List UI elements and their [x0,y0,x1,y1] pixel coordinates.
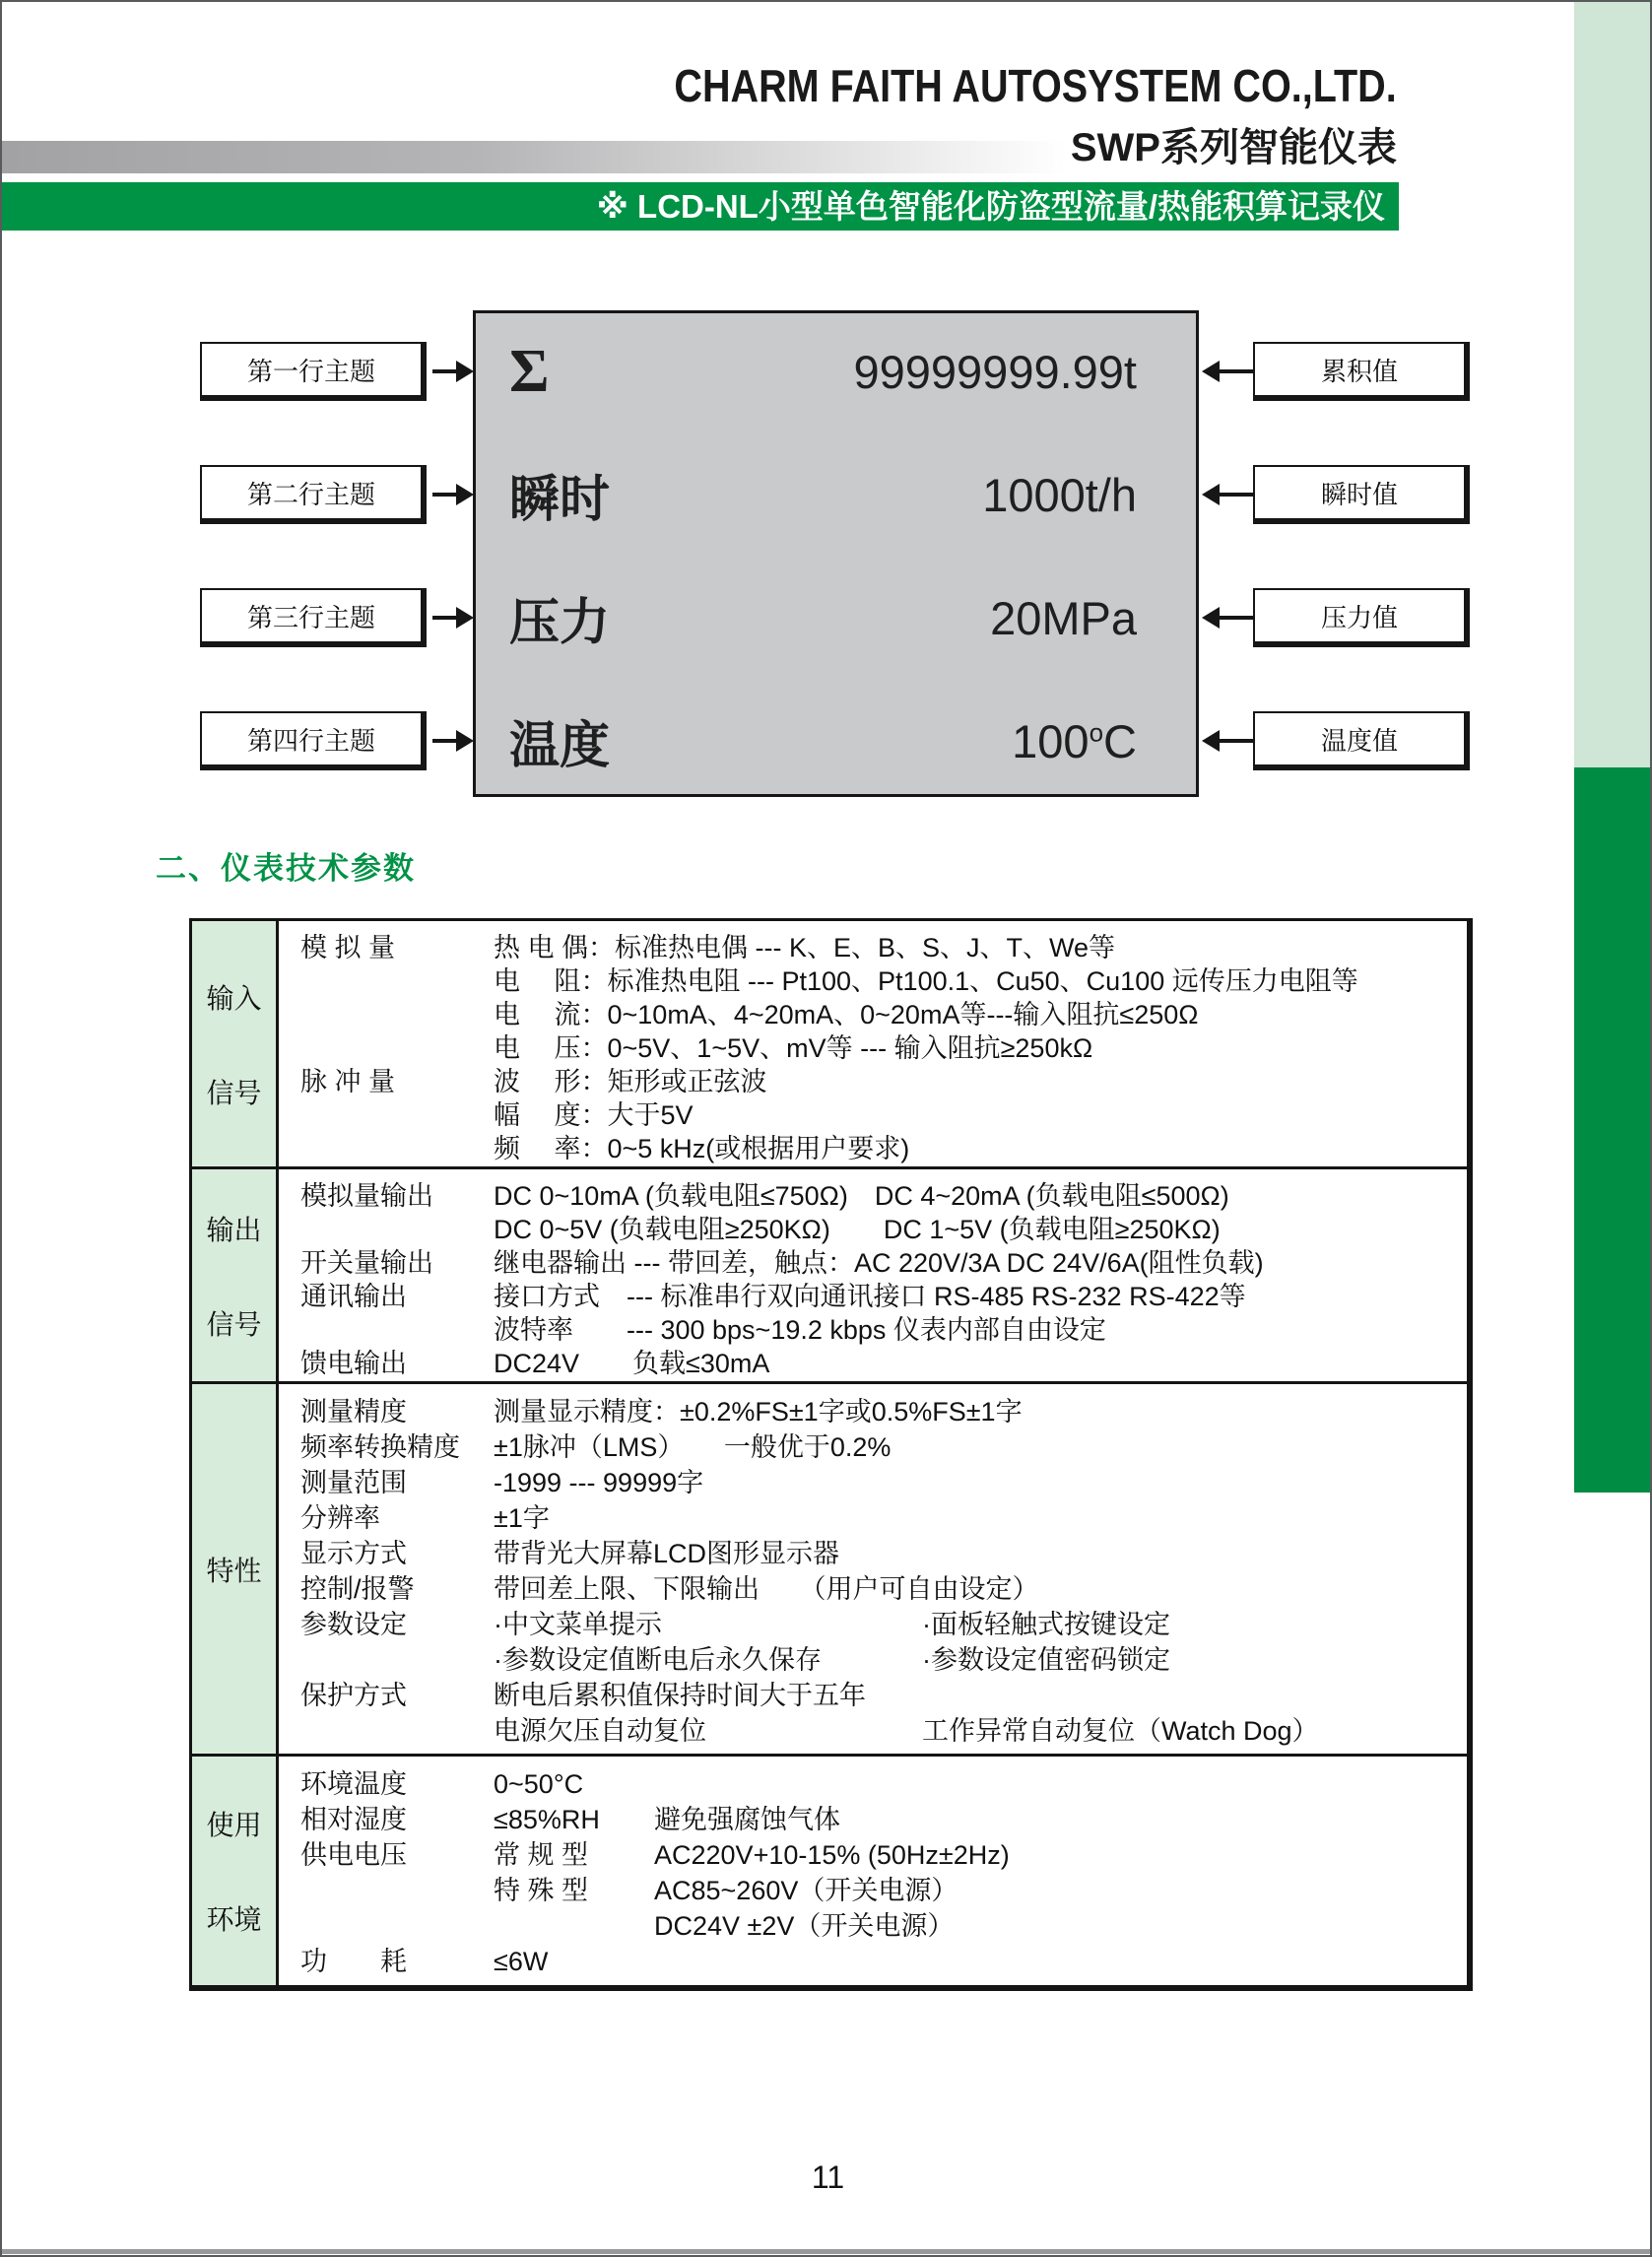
table-row: 功 耗 ≤6W [300,1947,549,1976]
callout-line1-topic [200,342,427,401]
table-row: 参数设定 ·中文菜单提示 ·面板轻触式按键设定 [300,1610,1170,1639]
spec-table [189,918,1473,1991]
company-name: CHARM FAITH AUTOSYSTEM CO.,LTD. [674,60,1397,111]
group-environment [192,1757,1467,1985]
group-label-line: 信号 [206,1308,262,1340]
callout-line3-topic [200,588,427,647]
sigma-symbol: Σ [509,337,550,405]
lcd-label-4: 温度 [509,717,611,773]
table-row: 通讯输出 接口方式 --- 标准串行双向通讯接口 RS-485 RS-232 RS-422等 [300,1282,1246,1311]
table-row: 控制/报警 带回差上限、下限输出 （用户可自由设定） [300,1574,1039,1604]
series-title: SWP系列智能仪表 [1070,126,1397,169]
table-row: 测量精度 测量显示精度：±0.2%FS±1字或0.5%FS±1字 [300,1397,1023,1427]
table-row: 电 压：0~5V、1~5V、mV等 --- 输入阻抗≥250kΩ [494,1033,1093,1063]
arrow-line [432,493,458,497]
product-banner: ※ LCD-NL小型单色智能化防盗型流量/热能积算记录仪 [2,182,1399,231]
arrow-line [1218,739,1253,743]
callout-total-value [1253,342,1470,401]
table-row: 保护方式 断电后累积值保持时间大于五年 [300,1681,866,1710]
callout-temperature-value [1253,711,1470,770]
table-row: 电源欠压自动复位 工作异常自动复位（Watch Dog） [494,1716,1319,1746]
lcd-value-1: 99999999.99t [853,345,1137,398]
lcd-row-4 [476,704,1196,777]
lcd-display-panel [473,310,1199,797]
table-row: 测量范围 -1999 --- 99999字 [300,1468,704,1497]
arrow-right-icon [456,484,474,505]
table-row: 相对湿度 ≤85%RH 避免强腐蚀气体 [300,1805,840,1834]
page-number: 11 [811,2159,845,2195]
table-row: 供电电压 常 规 型 AC220V+10-15% (50Hz±2Hz) [300,1840,1010,1870]
table-row: 电 阻：标准热电阻 --- Pt100、Pt100.1、Cu50、Cu100 远传压力电阻等 [494,966,1358,996]
arrow-right-icon [456,361,474,382]
group-label-output-signal [192,1169,279,1381]
table-row: ·参数设定值断电后永久保存 ·参数设定值密码锁定 [494,1645,1170,1675]
table-row: 环境温度 0~50°C [300,1769,584,1799]
lcd-label-2: 瞬时 [509,471,611,527]
table-row: 模拟量输出 DC 0~10mA (负载电阻≤750Ω) DC 4~20mA (负载电阻≤500Ω) [300,1181,1229,1211]
table-row: 幅 度：大于5V [494,1100,694,1130]
table-row: 脉 冲 量 波 形：矩形或正弦波 [300,1067,767,1096]
callout-label: 累积值 [1320,356,1398,386]
sidebar-dark-green-block [1574,767,1652,1493]
section-title: 二、仪表技术参数 [156,851,416,886]
arrow-right-icon [456,730,474,752]
arrow-line [432,616,458,620]
lcd-value-3: 20MPa [990,591,1137,644]
group-label-features [192,1384,279,1754]
lcd-label-3: 压力 [509,594,611,650]
group-body [279,1384,1467,1754]
table-row: 馈电输出 DC24V 负载≤30mA [300,1349,770,1378]
group-label-environment [192,1757,279,1985]
lcd-value-2: 1000t/h [982,468,1137,521]
group-label-line: 特性 [206,1555,262,1586]
group-label-line: 输出 [206,1214,262,1245]
callout-pressure-value [1253,588,1470,647]
callout-label: 温度值 [1320,725,1398,756]
arrow-line [432,739,458,743]
header-gradient-bar [2,141,1066,173]
group-body [279,1757,1467,1985]
group-label-input-signal [192,921,279,1166]
group-label-line: 使用 [206,1810,262,1840]
table-row: 开关量输出 继电器输出 --- 带回差，触点：AC 220V/3A DC 24V/6A(阻性负载) [300,1248,1264,1278]
group-label-line: 输入 [206,982,262,1014]
callout-instant-value [1253,465,1470,524]
callout-label: 第四行主题 [246,725,375,756]
callout-label: 压力值 [1320,602,1398,632]
group-body [279,1169,1467,1381]
lcd-row-1 [476,335,1196,408]
table-row: 显示方式 带背光大屏幕LCD图形显示器 [300,1539,840,1568]
group-input-signal [192,921,1467,1169]
arrow-right-icon [456,607,474,629]
table-row: 电 流：0~10mA、4~20mA、0~20mA等---输入阻抗≤250Ω [494,1000,1199,1029]
bottom-rule [2,2249,1652,2254]
callout-label: 第一行主题 [246,356,375,386]
group-body [279,921,1467,1166]
group-label-line: 信号 [206,1077,262,1108]
callout-line4-topic [200,711,427,770]
arrow-line [1218,369,1253,373]
sidebar-light-green-block [1574,2,1652,767]
callout-line2-topic [200,465,427,524]
callout-label: 瞬时值 [1320,479,1398,509]
table-row: 特 殊 型 AC85~260V（开关电源） [494,1876,958,1905]
table-row: 频率转换精度 ±1脉冲（LMS） 一般优于0.2% [300,1432,892,1462]
lcd-row-2 [476,458,1196,531]
table-row: 波特率 --- 300 bps~19.2 kbps 仪表内部自由设定 [494,1315,1106,1345]
table-row: DC 0~5V (负载电阻≥250KΩ) DC 1~5V (负载电阻≥250KΩ) [494,1215,1221,1244]
arrow-line [1218,493,1253,497]
callout-label: 第二行主题 [246,479,375,509]
lcd-value-4: 100$^o$C [1012,714,1137,767]
callout-label: 第三行主题 [246,602,375,632]
table-row: 频 率：0~5 kHz(或根据用户要求) [494,1134,910,1163]
group-label-line: 环境 [206,1904,262,1935]
group-features [192,1384,1467,1757]
table-row: 分辨率 ±1字 [300,1503,550,1533]
table-row: DC24V ±2V（开关电源） [654,1911,955,1941]
arrow-line [432,369,458,373]
arrow-line [1218,616,1253,620]
group-output-signal [192,1169,1467,1384]
table-row: 模 拟 量 热 电 偶：标准热电偶 --- K、E、B、S、J、T、We等 [300,933,1116,963]
lcd-row-3 [476,581,1196,654]
